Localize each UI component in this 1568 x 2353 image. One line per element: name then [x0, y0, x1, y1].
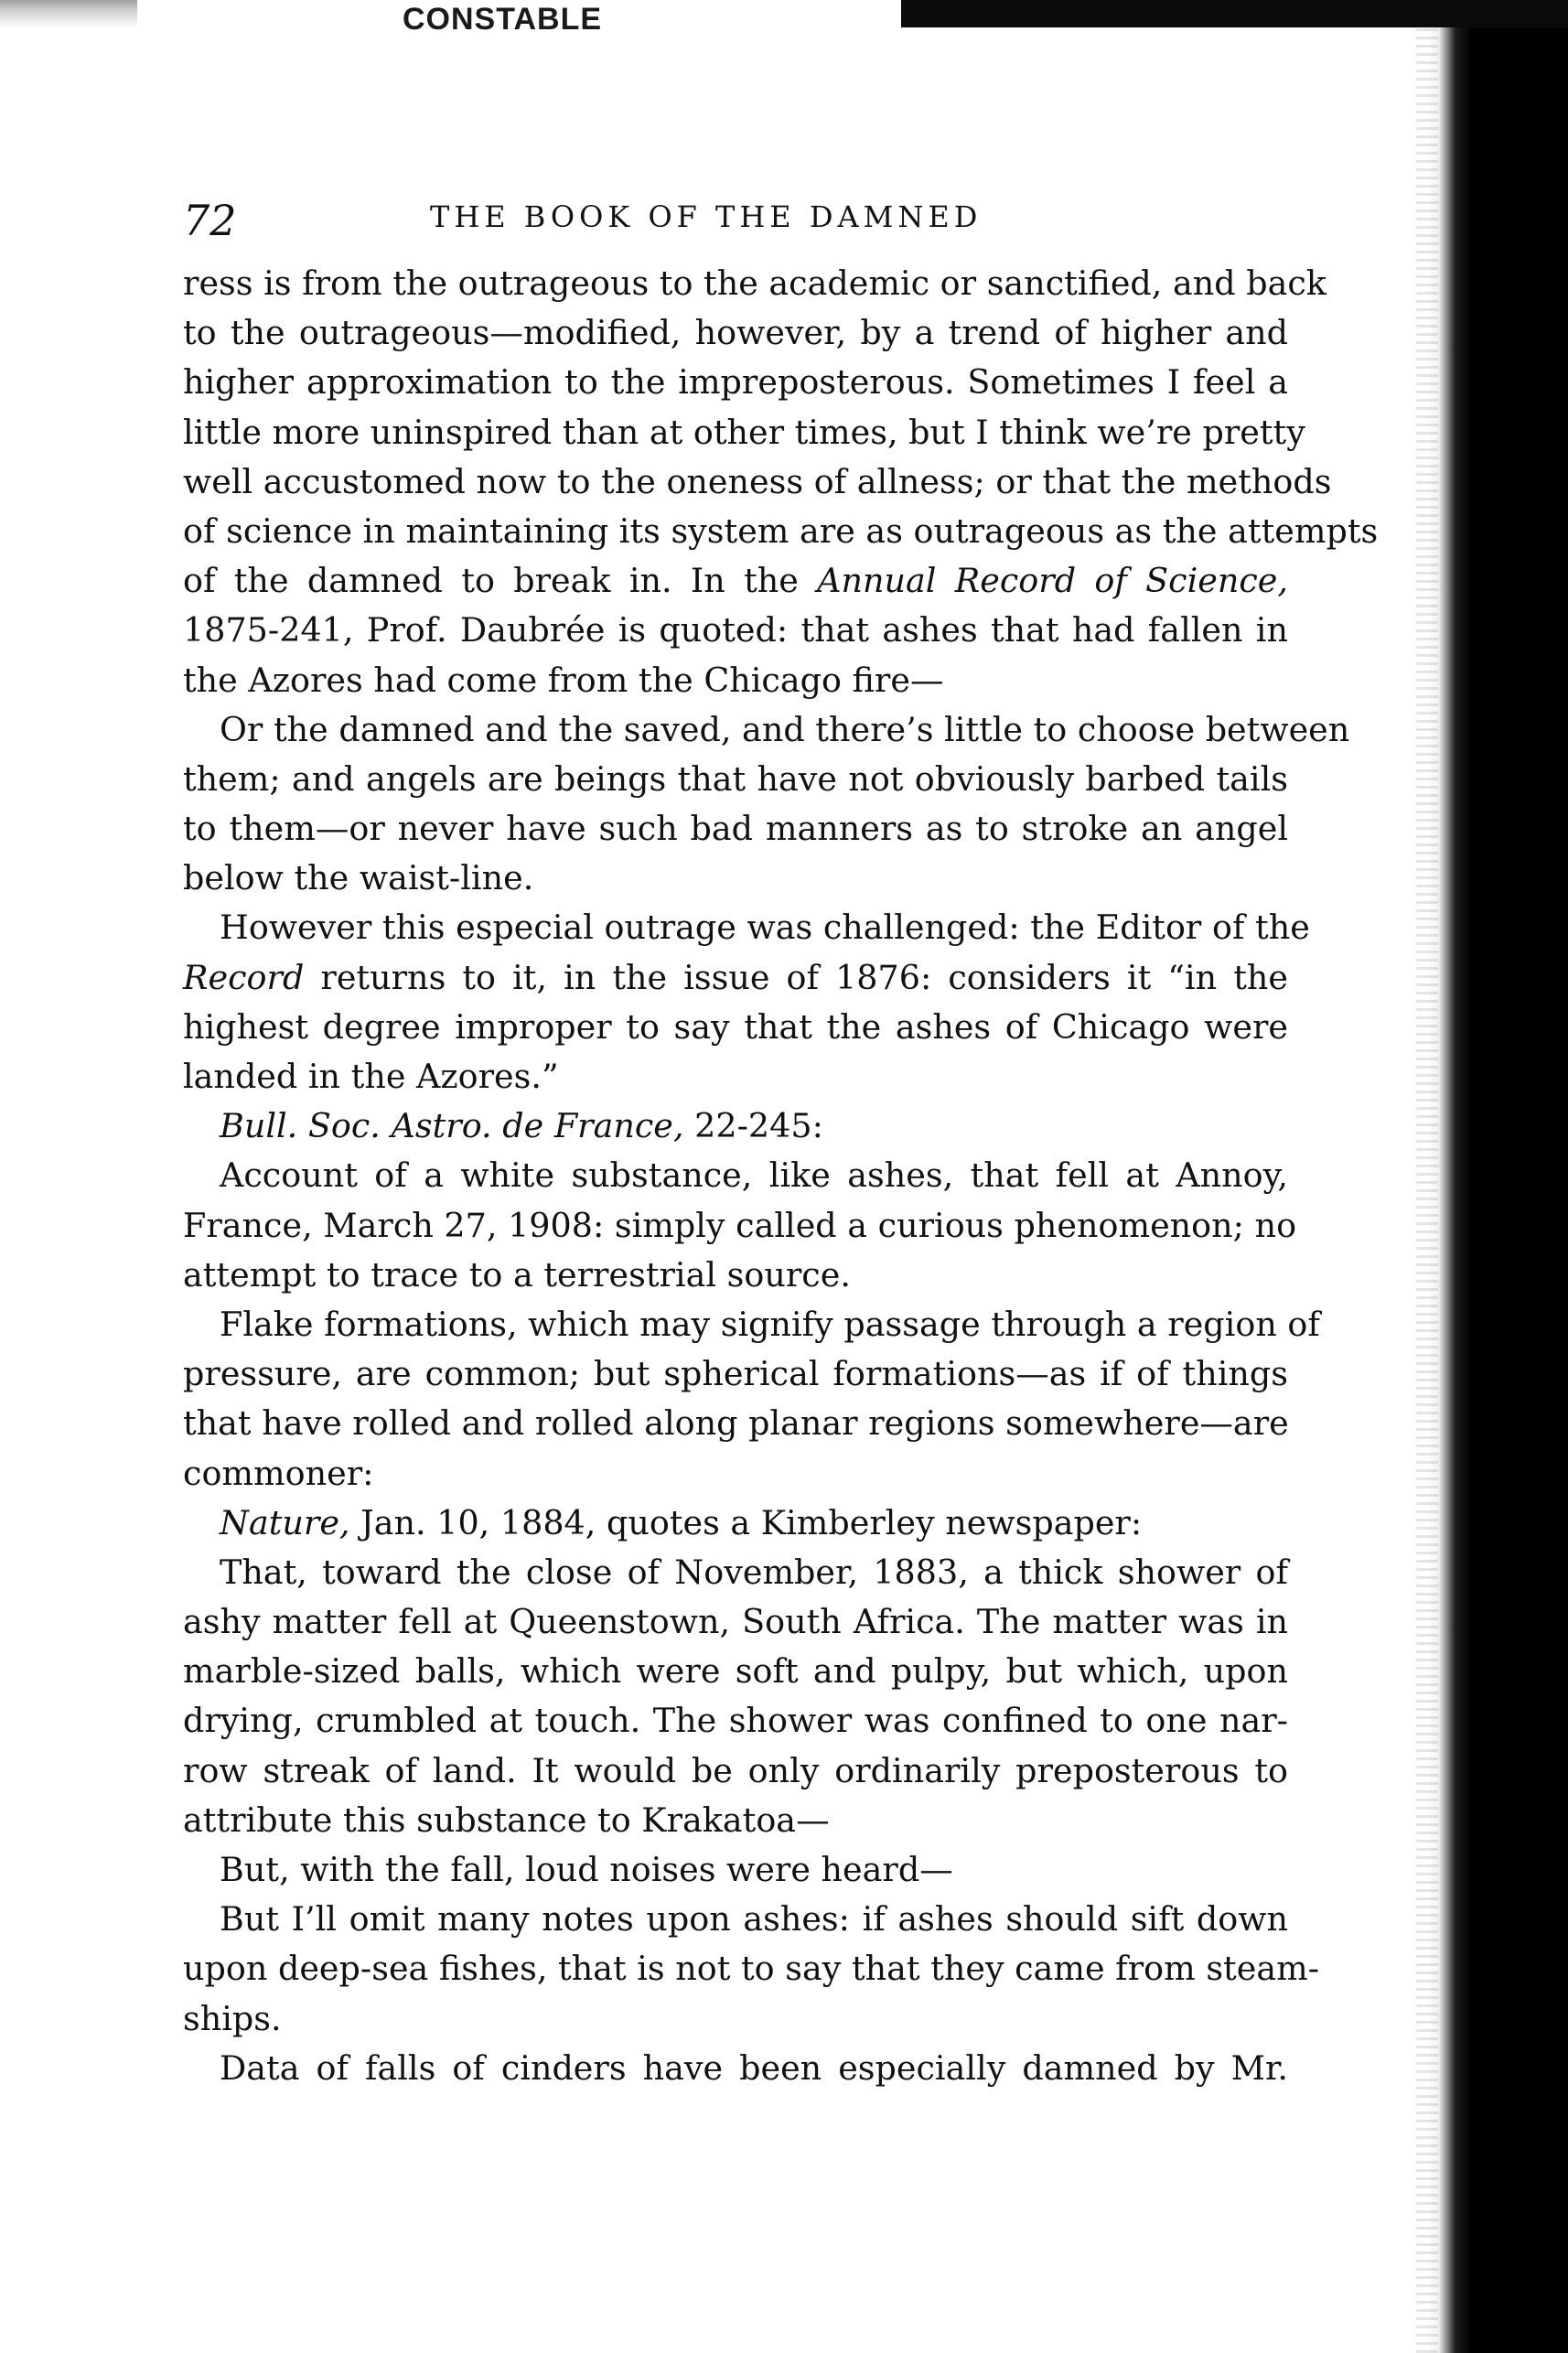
text-line: pressure, are common; but spherical formations—as if of things [183, 1354, 1288, 1394]
text-line: France, March 27, 1908: simply called a curious phenomenon; no [183, 1205, 1297, 1245]
text-line: attempt to trace to a terrestrial source. [183, 1254, 851, 1295]
text-line: But, with the fall, loud noises were heard— [220, 1850, 953, 1889]
text-line: ships. [183, 1998, 282, 2038]
text-line: commoner: [183, 1453, 374, 1493]
text-line: Or the damned and the saved, and there’s little to choose between [220, 709, 1350, 749]
text-line: ashy matter fell at Queenstown, South Africa. The matter was in [183, 1602, 1288, 1642]
text-line: Nature, Jan. 10, 1884, quotes a Kimberley newspaper: [220, 1502, 1143, 1542]
text-line: little more uninspired than at other times, but I think we’re pretty [183, 412, 1305, 452]
text-line: row streak of land. It would be only ordinarily preposterous to [183, 1750, 1288, 1790]
text-line: highest degree improper to say that the ashes of Chicago were [183, 1006, 1288, 1047]
page-number: 72 [183, 196, 237, 245]
text-line: However this especial outrage was challenged: the Editor of the [220, 908, 1310, 948]
library-stamp: CONSTABLE [403, 2, 603, 37]
text-line: attribute this substance to Krakatoa— [183, 1800, 830, 1840]
text-line: to the outrageous—modified, however, by a trend of higher and [183, 313, 1288, 353]
text-line: drying, crumbled at touch. The shower was confined to one nar- [183, 1701, 1288, 1741]
text-line: below the waist-line. [183, 858, 534, 898]
text-line: them; and angels are beings that have not obviously barbed tails [183, 758, 1288, 799]
text-line: That, toward the close of November, 1883, a thick shower of [220, 1552, 1288, 1592]
citation-title: Annual Record of Science, [817, 561, 1288, 601]
body-text [183, 259, 1379, 2093]
scan-edge-right [1427, 27, 1568, 2353]
citation-title: Nature, [220, 1502, 350, 1542]
text-line: of science in maintaining its system are as outrageous as the attempts [183, 510, 1379, 551]
text-line: upon deep-sea fishes, that is not to say that they came from steam- [183, 1949, 1320, 1989]
text-line: 1875-241, Prof. Daubrée is quoted: that ashes that had fallen in [183, 610, 1288, 650]
text-line: well accustomed now to the oneness of allness; or that the methods [183, 461, 1332, 501]
citation-title: Record [183, 957, 305, 997]
text-line: higher approximation to the impreposterous. Sometimes I feel a [183, 362, 1288, 403]
citation-title: Bull. Soc. Astro. de France, [220, 1106, 684, 1146]
text-line: But I’ll omit many notes upon ashes: if ashes should sift down [220, 1899, 1288, 1939]
text-line: Bull. Soc. Astro. de France, 22-245: [220, 1106, 823, 1146]
text-line: to them—or never have such bad manners as to stroke an angel [183, 809, 1288, 849]
scan-edge-shadow [1416, 27, 1438, 2353]
text-line: Flake formations, which may signify passage through a region of [220, 1304, 1320, 1344]
text-line: Data of falls of cinders have been especially damned by Mr. [220, 2047, 1288, 2088]
text-line: landed in the Azores.” [183, 1057, 559, 1096]
text-line: Record returns to it, in the issue of 1876: considers it “in the [183, 957, 1288, 997]
text-line: the Azores had come from the Chicago fire— [183, 660, 944, 700]
text-line: that have rolled and rolled along planar regions somewhere—are [183, 1403, 1289, 1444]
running-head: THE BOOK OF THE DAMNED [430, 199, 983, 234]
text-line: of the damned to break in. In the Annual Record of Science, [183, 561, 1288, 601]
scan-smudge [0, 0, 137, 27]
text-line: Account of a white substance, like ashes, that fell at Annoy, [220, 1155, 1288, 1196]
scan-edge-top [901, 0, 1568, 27]
text-line: ress is from the outrageous to the academic or sanctified, and back [183, 263, 1326, 303]
text-line: marble-sized balls, which were soft and pulpy, but which, upon [183, 1651, 1288, 1692]
